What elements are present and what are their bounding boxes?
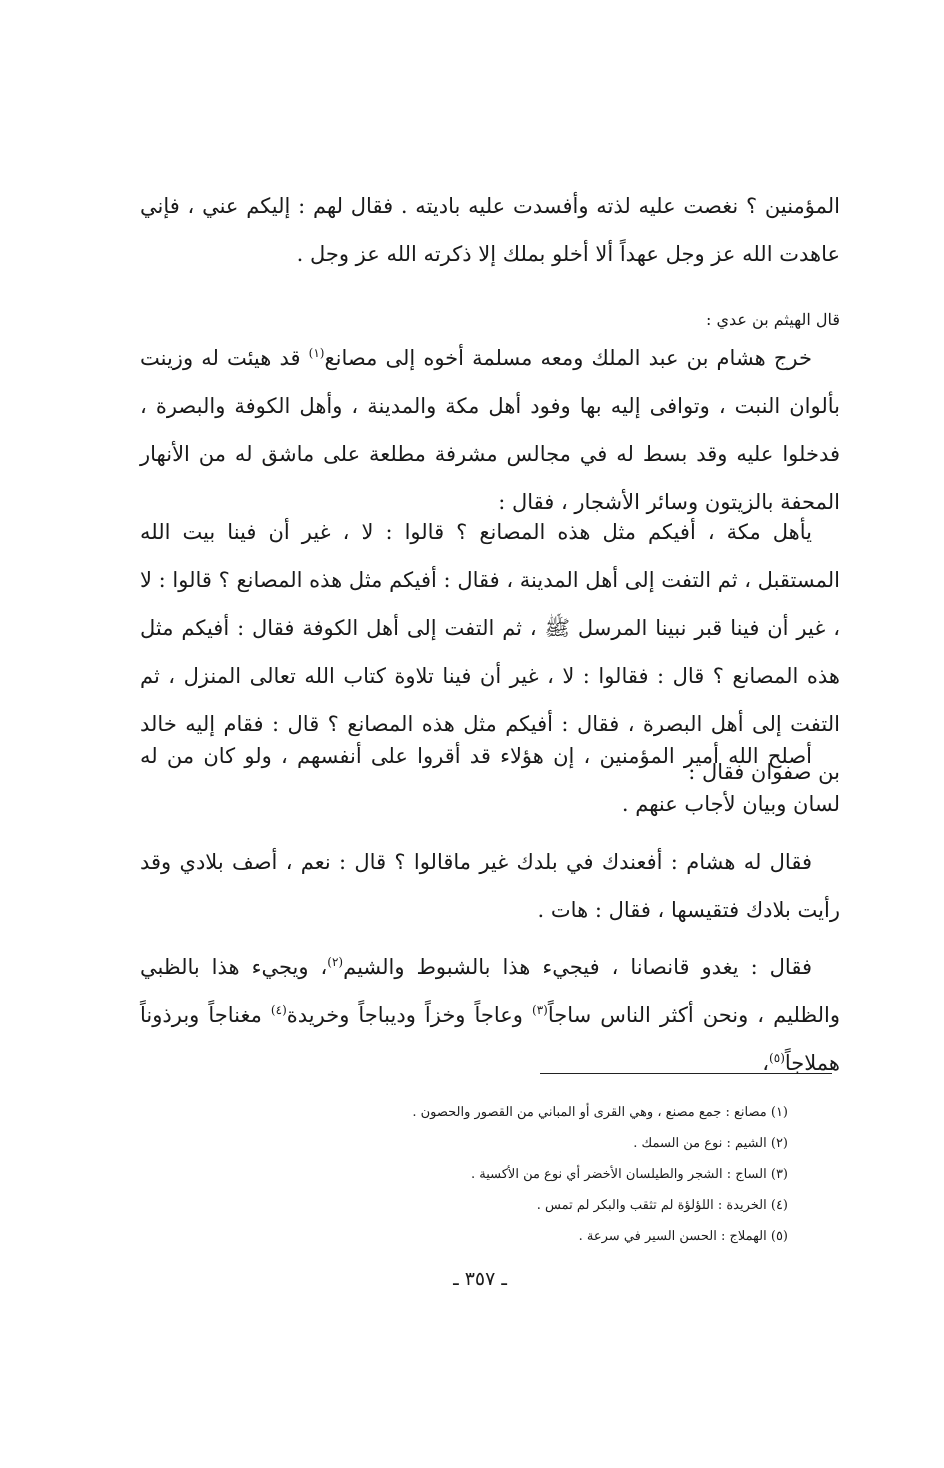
paragraph-text: ، <box>762 1051 770 1075</box>
paragraph-text: فقال : يغدو قانصانا ، فيجيء هذا بالشبوط والشيم <box>343 955 812 979</box>
footnote-2: (٢) الشيم : نوع من السمك . <box>633 1136 788 1151</box>
footnote-ref: (١) <box>308 346 325 360</box>
paragraph-hisham-outing <box>140 334 840 526</box>
paragraph-delegations: يأهل مكة ، أفيكم مثل هذه المصانع ؟ قالوا : لا ، غير أن فينا بيت الله المستقبل ، ثم التفت إلى أهل المدينة ، فقال : أفيكم مثل هذه المصانع ؟ قالوا : لا ، غير أن فينا قبر نبينا المرسل ﷺ ، ثم التفت إلى أهل الكوفة فقال : أفيكم مثل هذه المصانع ؟ قال : فقالوا : لا ، غير أن فينا تلاوة كتاب الله تعالى المنزل ، ثم التفت إلى أهل البصرة ، فقال : أفيكم مثل هذه المصانع ؟ قال : فقام إليه خالد بن صفوان فقال : <box>140 520 840 784</box>
paragraph-khalid-description <box>140 943 840 1087</box>
paragraph-text: وعاجاً وخزاً وديباجاً وخريدة <box>286 1003 532 1027</box>
paragraph-text: مغناجاً وبرذوناً هملاجاً <box>140 1003 840 1075</box>
paragraph-hisham-question: فقال له هشام : أفعندك في بلدك غير ماقالوا ؟ قال : نعم ، أصف بلادي وقد رأيت بلادك فتقيسها ، فقال : هات . <box>140 850 840 922</box>
footnotes <box>300 1097 788 1252</box>
paragraph-text: خرج هشام بن عبد الملك ومعه مسلمة أخوه إلى مصانع <box>324 346 812 370</box>
footnote-ref: (٢) <box>327 955 344 969</box>
page-number: ـ ٣٥٧ ـ <box>453 1268 507 1290</box>
footnote-3: (٣) الساج : الشجر والطيلسان الأخضر أي نوع من الأكسية . <box>470 1167 788 1182</box>
paragraph-text: ، ويجيء هذا بالظبي والظليم ، ونحن أكثر الناس ساجاً <box>140 955 841 1027</box>
footnote-5: (٥) الهملاج : الحسن السير في سرعة . <box>578 1229 788 1244</box>
footnote-ref: (٤) <box>270 1003 287 1017</box>
footnote-ref: (٥) <box>769 1051 785 1065</box>
attribution-heading: قال الهيثم بن عدي : <box>706 310 840 329</box>
footnote-ref: (٣) <box>532 1003 548 1017</box>
footnote-separator <box>540 1073 832 1074</box>
footnote-1: (١) مصانع : جمع مصنع ، وهي القرى أو المباني من القصور والحصون . <box>412 1105 788 1120</box>
paragraph-continuation: المؤمنين ؟ نغصت عليه لذته وأفسدت عليه باديته . فقال لهم : إليكم عني ، فإني عاهدت الله عز وجل عهداً ألا أخلو بملك إلا ذكرته الله عز وجل . <box>140 194 840 266</box>
footnote-4: (٤) الخريدة : اللؤلؤة لم تثقب والبكر لم تمس . <box>536 1198 788 1213</box>
paragraph-khalid-reply: أصلح الله أمير المؤمنين ، إن هؤلاء قد أقروا على أنفسهم ، ولو كان من له لسان وبيان لأجاب عنهم . <box>140 744 840 816</box>
paragraph-text: قد هيئت له وزينت بألوان النبت ، وتوافى إليه بها وفود أهل مكة والمدينة ، وأهل الكوفة والبصرة ، فدخلوا عليه وقد بسط له في مجالس مشرفة مطلعة على ماشق له من الأنهار المحفة بالزيتون وسائر الأشجار ، فقال : <box>140 346 840 514</box>
